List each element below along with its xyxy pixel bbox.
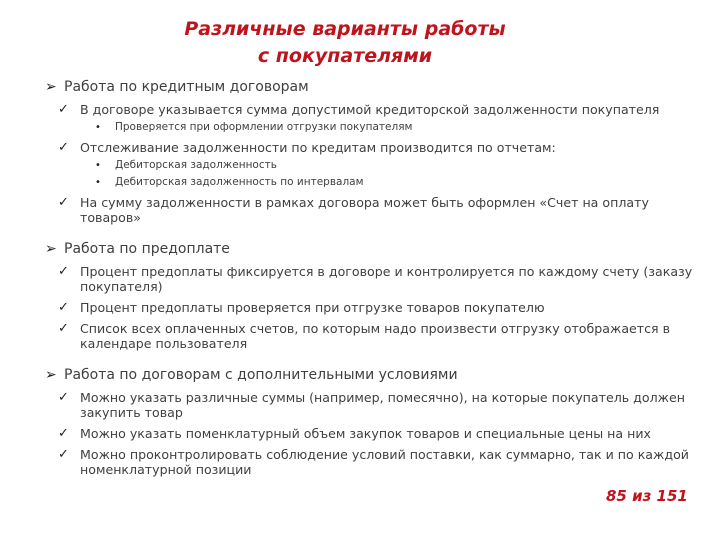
sub-list-item-text: Дебиторская задолженность — [115, 159, 277, 171]
list-item-text: Можно проконтролировать соблюдение условий поставки, как суммарно, так и по каждой номенклатурной позиции — [80, 447, 689, 477]
sub-list-item-text: Проверяется при оформлении отгрузки покупателям — [115, 121, 413, 133]
slide-title-line2: с покупателями — [257, 45, 433, 67]
checkmark-icon: ✓ — [58, 300, 69, 315]
sub-list-item-text: Дебиторская задолженность по интервалам — [115, 176, 364, 188]
page-number: 85 из 151 — [606, 487, 688, 505]
list-item-text: На сумму задолженности в рамках договора может быть оформлен «Счет на оплату товаров» — [80, 195, 649, 225]
list-item-text: Можно указать поменклатурный объем закупок товаров и специальные цены на них — [80, 426, 651, 441]
list-item-text: Можно указать различные суммы (например, помесячно), на которые покупатель должен закупить товар — [80, 390, 685, 420]
list-item — [45, 321, 705, 351]
dot-bullet-icon: • — [95, 177, 101, 188]
list-item-text: Процент предоплаты фиксируется в договоре и контролируется по каждому счету (заказу покупателя) — [80, 264, 693, 294]
list-item-text: Отслеживание задолженности по кредитам производится по отчетам: — [80, 140, 556, 155]
section-heading-text: Работа по кредитным договорам — [64, 79, 309, 95]
arrow-bullet-icon: ➢ — [45, 79, 57, 95]
list-item — [45, 300, 705, 315]
list-item — [45, 102, 705, 117]
list-item-text: В договоре указывается сумма допустимой кредиторской задолженности покупателя — [80, 102, 660, 117]
checkmark-icon: ✓ — [58, 264, 69, 279]
list-item — [45, 140, 705, 155]
section-heading-prepayment — [45, 240, 705, 258]
list-item — [45, 426, 705, 441]
list-item — [45, 264, 705, 294]
list-item-text: Процент предоплаты проверяется при отгрузке товаров покупателю — [80, 300, 545, 315]
sub-list-item — [45, 121, 705, 134]
list-item — [45, 195, 705, 225]
slide-body — [45, 78, 705, 477]
checkmark-icon: ✓ — [58, 447, 69, 462]
list-item-text: Список всех оплаченных счетов, по которым надо произвести отгрузку отображается в календаре пользователя — [80, 321, 671, 351]
sub-list-item — [45, 159, 705, 172]
dot-bullet-icon: • — [95, 160, 101, 171]
section-heading-text: Работа по предоплате — [64, 241, 230, 257]
checkmark-icon: ✓ — [58, 321, 69, 336]
list-item — [45, 390, 705, 420]
checkmark-icon: ✓ — [58, 390, 69, 405]
checkmark-icon: ✓ — [58, 102, 69, 117]
checkmark-icon: ✓ — [58, 195, 69, 210]
slide-title-line1: Различные варианты работы — [184, 18, 506, 40]
dot-bullet-icon: • — [95, 122, 101, 133]
section-heading-additional-terms — [45, 366, 705, 384]
section-heading-text: Работа по договорам с дополнительными условиями — [64, 367, 458, 383]
checkmark-icon: ✓ — [58, 426, 69, 441]
list-item — [45, 447, 705, 477]
arrow-bullet-icon: ➢ — [45, 367, 57, 383]
checkmark-icon: ✓ — [58, 140, 69, 155]
sub-list-item — [45, 176, 705, 189]
section-heading-credit — [45, 78, 705, 96]
arrow-bullet-icon: ➢ — [45, 241, 57, 257]
slide-title — [150, 16, 540, 70]
